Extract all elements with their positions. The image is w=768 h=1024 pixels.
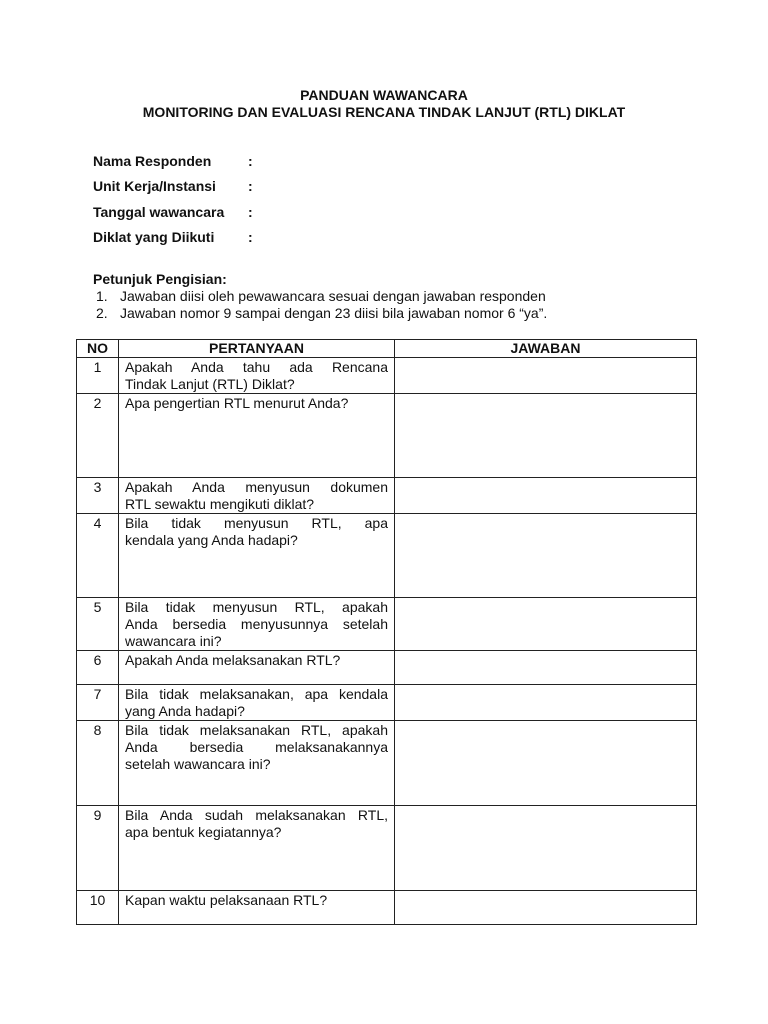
question-line: kendala yang Anda hadapi? [125,532,298,548]
answer-cell[interactable] [395,891,697,925]
table-row [77,394,697,478]
field-tanggal-wawancara [93,203,253,229]
question-line: apa bentuk kegiatannya? [125,824,282,840]
question-text [119,478,395,514]
table-row [77,651,697,685]
field-colon: : [248,178,253,195]
field-label: Tanggal wawancara [93,203,225,220]
question-line: Apa pengertian RTL menurut Anda? [125,395,349,411]
question-text [119,651,395,685]
respondent-fields [93,153,253,254]
instructions [93,271,548,321]
question-number: 1 [77,358,119,394]
instruction-number: 2. [96,304,108,321]
field-label: Nama Responden [93,153,212,169]
answer-cell[interactable] [395,394,697,478]
question-number: 5 [77,598,119,651]
question-line: yang Anda hadapi? [125,703,245,719]
field-colon: : [248,153,253,169]
question-line: Kapan waktu pelaksanaan RTL? [125,892,328,908]
question-number: 4 [77,514,119,598]
table-row [77,478,697,514]
question-text [119,721,395,806]
question-text [119,394,395,478]
question-number: 3 [77,478,119,514]
question-line: Apakah Anda menyusun dokumen [125,479,388,495]
question-text [119,598,395,651]
answer-cell[interactable] [395,478,697,514]
table-row [77,721,697,806]
header-answer: JAWABAN [395,340,697,358]
answer-cell[interactable] [395,806,697,891]
field-label: Diklat yang Diikuti [93,228,215,245]
question-line: Bila Anda sudah melaksanakan RTL, [125,807,388,823]
field-colon: : [248,228,253,245]
question-number: 8 [77,721,119,806]
question-number: 2 [77,394,119,478]
question-number: 10 [77,891,119,925]
header-question: PERTANYAAN [119,340,395,358]
answer-cell[interactable] [395,685,697,721]
question-line: Apakah Anda melaksanakan RTL? [125,652,341,668]
instruction-item [93,288,546,305]
question-line: Apakah Anda tahu ada Rencana [125,359,388,375]
table-row [77,358,697,394]
question-line: Bila tidak melaksanakan, apa kendala [125,686,388,702]
question-line: Bila tidak menyusun RTL, apakah [125,599,388,615]
instruction-number: 1. [96,288,108,304]
answer-cell[interactable] [395,651,697,685]
field-colon: : [248,203,253,220]
question-line: Anda bersedia melaksanakannya [125,739,388,755]
field-unit-kerja [93,178,253,203]
question-line: wawancara ini? [125,633,222,649]
field-diklat [93,228,253,254]
field-label: Unit Kerja/Instansi [93,178,216,195]
question-text [119,891,395,925]
answer-cell[interactable] [395,721,697,806]
question-text [119,685,395,721]
interview-table [76,339,697,925]
answer-cell[interactable] [395,598,697,651]
instruction-text: Jawaban diisi oleh pewawancara sesuai dengan jawaban responden [120,288,546,304]
question-number: 9 [77,806,119,891]
question-line: Anda bersedia menyusunnya setelah [125,616,388,632]
header-no: NO [77,340,119,358]
question-text [119,514,395,598]
question-text [119,358,395,394]
question-line: Bila tidak melaksanakan RTL, apakah [125,722,388,738]
table-row [77,598,697,651]
page-subtitle: MONITORING DAN EVALUASI RENCANA TINDAK LANJUT (RTL) DIKLAT [142,104,626,120]
instruction-item [93,304,548,322]
table-row [77,514,697,598]
instruction-text: Jawaban nomor 9 sampai dengan 23 diisi bila jawaban nomor 6 “ya”. [120,304,548,321]
table-row [77,685,697,721]
table-row [77,806,697,891]
instructions-heading: Petunjuk Pengisian: [93,271,227,287]
question-line: setelah wawancara ini? [125,756,271,772]
question-line: Tindak Lanjut (RTL) Diklat? [125,376,295,392]
question-number: 7 [77,685,119,721]
table-header-row [77,340,697,358]
question-number: 6 [77,651,119,685]
page-title: PANDUAN WAWANCARA [300,87,468,103]
table-row [77,891,697,925]
question-line: RTL sewaktu mengikuti diklat? [125,496,315,512]
answer-cell[interactable] [395,358,697,394]
field-nama-responden [93,153,253,178]
question-text [119,806,395,891]
answer-cell[interactable] [395,514,697,598]
question-line: Bila tidak menyusun RTL, apa [125,515,388,531]
